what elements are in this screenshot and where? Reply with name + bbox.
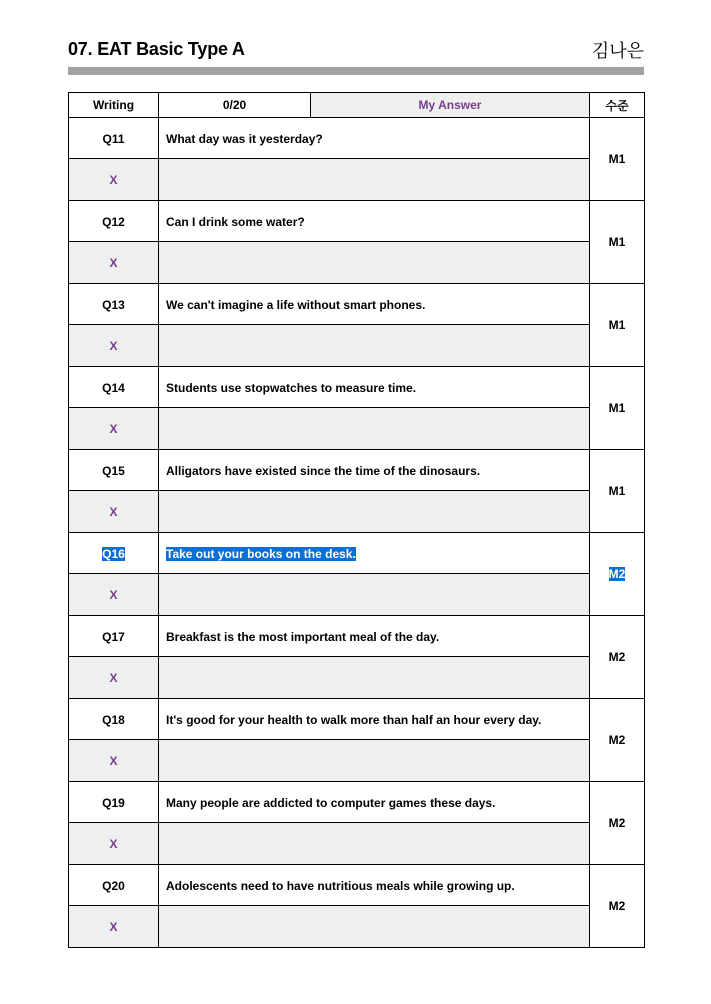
question-text: Students use stopwatches to measure time.	[166, 381, 417, 395]
my-answer-cell	[159, 491, 590, 533]
question-text-cell	[159, 616, 590, 657]
level-value: M1	[608, 484, 626, 498]
question-number-cell	[69, 118, 159, 159]
question-number: Q12	[102, 215, 125, 229]
level-cell	[590, 284, 645, 367]
result-mark: X	[69, 491, 159, 533]
question-text-cell	[159, 782, 590, 823]
answer-row	[69, 491, 645, 533]
question-text-cell	[159, 533, 590, 574]
question-number-cell	[69, 201, 159, 242]
result-mark: X	[69, 823, 159, 865]
question-number: Q14	[102, 381, 125, 395]
question-number-cell	[69, 865, 159, 906]
result-mark: X	[69, 740, 159, 782]
question-row	[69, 367, 645, 408]
writing-answer-table	[68, 92, 645, 948]
answer-row	[69, 242, 645, 284]
level-cell	[590, 450, 645, 533]
question-text-cell	[159, 284, 590, 325]
my-answer-cell	[159, 823, 590, 865]
question-row	[69, 118, 645, 159]
question-number: Q17	[102, 630, 125, 644]
question-row	[69, 201, 645, 242]
level-value: M2	[608, 650, 626, 664]
question-number-cell	[69, 284, 159, 325]
question-text: We can't imagine a life without smart phones.	[166, 298, 426, 312]
level-value: M2	[608, 733, 626, 747]
level-cell	[590, 699, 645, 782]
question-text: Alligators have existed since the time of the dinosaurs.	[166, 464, 481, 478]
level-value: M1	[608, 401, 626, 415]
question-row	[69, 865, 645, 906]
question-text: Adolescents need to have nutritious meals while growing up.	[166, 879, 515, 893]
question-row	[69, 284, 645, 325]
page-header	[68, 37, 644, 63]
question-number: Q16	[102, 547, 125, 561]
answer-row	[69, 906, 645, 948]
question-text: Can I drink some water?	[166, 215, 305, 229]
page-title: 07. EAT Basic Type A	[68, 39, 245, 59]
question-number-cell	[69, 367, 159, 408]
result-mark: X	[69, 657, 159, 699]
question-text-cell	[159, 201, 590, 242]
question-row	[69, 699, 645, 740]
question-text: What day was it yesterday?	[166, 132, 323, 146]
question-row	[69, 450, 645, 491]
question-number-cell	[69, 782, 159, 823]
level-cell	[590, 201, 645, 284]
answer-row	[69, 159, 645, 201]
level-value: M2	[608, 567, 626, 581]
level-value: M1	[608, 152, 626, 166]
level-value: M2	[608, 816, 626, 830]
question-number-cell	[69, 616, 159, 657]
question-row	[69, 533, 645, 574]
question-text: Take out your books on the desk.	[166, 547, 356, 561]
question-number: Q15	[102, 464, 125, 478]
question-text-cell	[159, 450, 590, 491]
score-label: 0/20	[159, 93, 311, 118]
question-number: Q20	[102, 879, 125, 893]
question-number: Q11	[102, 132, 125, 146]
question-text: Many people are addicted to computer games these days.	[166, 796, 496, 810]
result-mark: X	[69, 574, 159, 616]
question-text-cell	[159, 865, 590, 906]
header-divider-bar	[68, 67, 644, 75]
question-text-cell	[159, 367, 590, 408]
question-number: Q19	[102, 796, 125, 810]
result-mark: X	[69, 325, 159, 367]
answer-row	[69, 574, 645, 616]
question-number-cell	[69, 533, 159, 574]
result-mark: X	[69, 408, 159, 450]
my-answer-cell	[159, 242, 590, 284]
level-cell	[590, 616, 645, 699]
question-row	[69, 782, 645, 823]
result-mark: X	[69, 906, 159, 948]
question-text-cell	[159, 699, 590, 740]
my-answer-cell	[159, 740, 590, 782]
level-cell	[590, 367, 645, 450]
my-answer-cell	[159, 906, 590, 948]
my-answer-cell	[159, 159, 590, 201]
question-row	[69, 616, 645, 657]
answer-row	[69, 740, 645, 782]
question-text: It's good for your health to walk more than half an hour every day.	[166, 713, 542, 727]
level-value: M1	[608, 235, 626, 249]
result-mark: X	[69, 242, 159, 284]
question-number: Q18	[102, 713, 125, 727]
my-answer-header: My Answer	[311, 93, 590, 118]
level-cell	[590, 865, 645, 948]
my-answer-cell	[159, 657, 590, 699]
question-text: Breakfast is the most important meal of the day.	[166, 630, 440, 644]
section-label: Writing	[69, 93, 159, 118]
level-cell	[590, 782, 645, 865]
answer-row	[69, 325, 645, 367]
level-cell	[590, 533, 645, 616]
level-value: M2	[608, 899, 626, 913]
result-mark: X	[69, 159, 159, 201]
level-header: 수준	[590, 93, 645, 118]
answer-row	[69, 408, 645, 450]
level-cell	[590, 118, 645, 201]
table-header-row	[69, 93, 645, 118]
student-name: 김나은	[591, 41, 644, 62]
question-number-cell	[69, 450, 159, 491]
level-value: M1	[608, 318, 626, 332]
my-answer-cell	[159, 408, 590, 450]
answer-row	[69, 657, 645, 699]
answer-row	[69, 823, 645, 865]
my-answer-cell	[159, 325, 590, 367]
question-number: Q13	[102, 298, 125, 312]
question-text-cell	[159, 118, 590, 159]
my-answer-cell	[159, 574, 590, 616]
question-number-cell	[69, 699, 159, 740]
